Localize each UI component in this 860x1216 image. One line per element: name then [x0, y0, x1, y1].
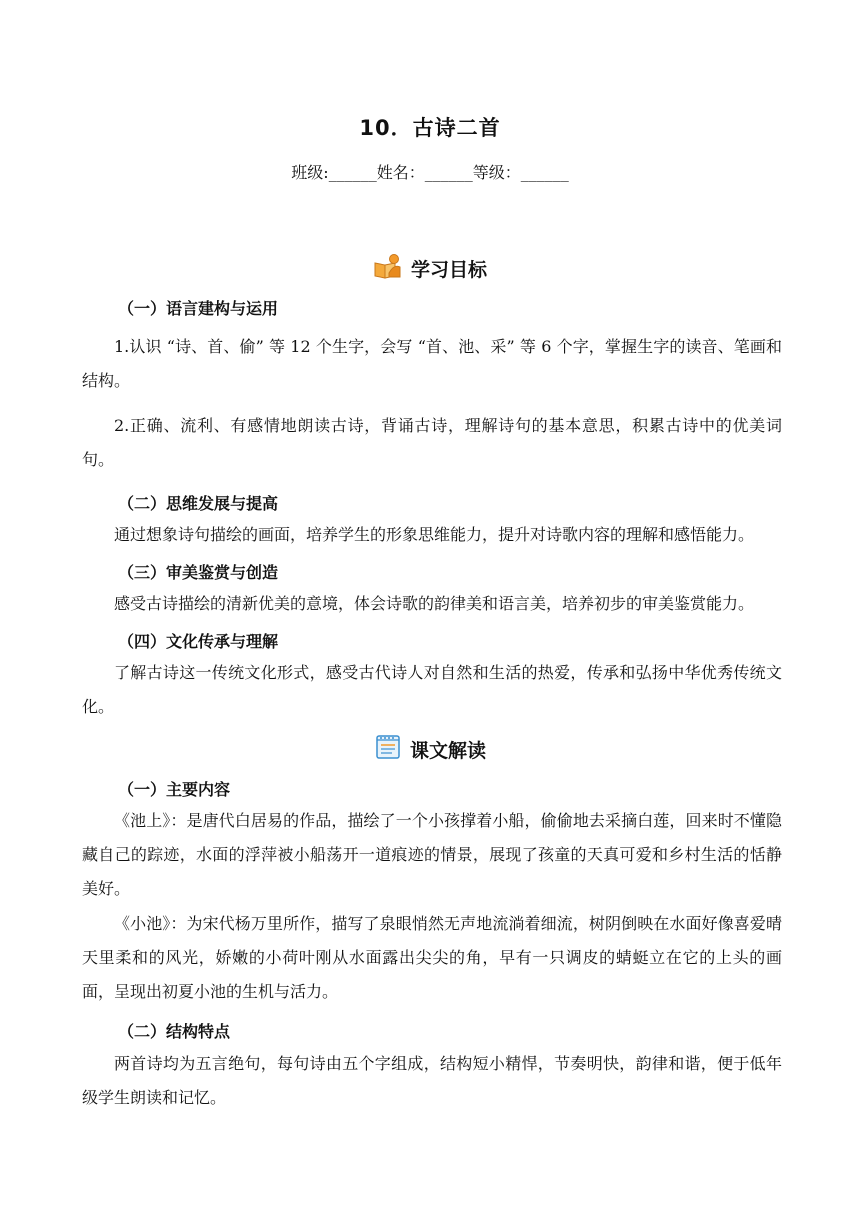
section-heading-text-analysis	[0, 734, 860, 765]
section-heading-text: 课文解读	[409, 740, 486, 762]
subheading: （一）主要内容	[118, 780, 231, 799]
paragraph: 了解古诗这一传统文化形式，感受古代诗人对自然和生活的热爱，传承和弘扬中华优秀传统文化。	[82, 663, 782, 716]
paragraph: 《池上》：是唐代白居易的作品，描绘了一个小孩撑着小船，偷偷地去采摘白莲，回来时不懂隐藏自己的踪迹，水面的浮萍被小船荡开一道痕迹的情景，展现了孩童的天真可爱和乡村生活的恬静美好。	[82, 811, 782, 898]
subheading: （一）语言建构与运用	[118, 299, 279, 318]
paragraph: 感受古诗描绘的清新优美的意境，体会诗歌的韵律美和语言美，培养初步的审美鉴赏能力。	[114, 594, 755, 613]
reading-student-icon	[373, 253, 403, 284]
paragraph: 两首诗均为五言绝句，每句诗由五个字组成，结构短小精悍，节奏明快，韵律和谐，便于低年级学生朗读和记忆。	[82, 1054, 782, 1107]
subheading: （二）思维发展与提高	[118, 494, 279, 513]
paragraph: 2.正确、流利、有感情地朗读古诗，背诵古诗，理解诗句的基本意思，积累古诗中的优美词句。	[82, 416, 782, 469]
section-heading-text: 学习目标	[410, 259, 487, 281]
notebook-icon	[374, 734, 402, 765]
section-heading-learning-goals	[0, 253, 860, 284]
paragraph: 1.认识 “诗、首、偷” 等 12 个生字，会写 “首、池、采” 等 6 个字，掌握生字的读音、笔画和结构。	[82, 337, 782, 390]
subheading: （四）文化传承与理解	[118, 632, 279, 651]
paragraph: 通过想象诗句描绘的画面，培养学生的形象思维能力，提升对诗歌内容的理解和感悟能力。	[114, 525, 755, 544]
student-info-line: 班级:______姓名：______等级：______	[291, 163, 569, 182]
subheading: （三）审美鉴赏与创造	[118, 563, 279, 582]
page-title: 10．古诗二首	[359, 116, 501, 140]
paragraph: 《小池》：为宋代杨万里所作，描写了泉眼悄然无声地流淌着细流，树阴倒映在水面好像喜爱晴天里柔和的风光，娇嫩的小荷叶刚从水面露出尖尖的角，早有一只调皮的蜻蜓立在它的上头的画面，呈现出初夏小池的生机与活力。	[82, 914, 782, 1001]
subheading: （二）结构特点	[118, 1022, 231, 1041]
